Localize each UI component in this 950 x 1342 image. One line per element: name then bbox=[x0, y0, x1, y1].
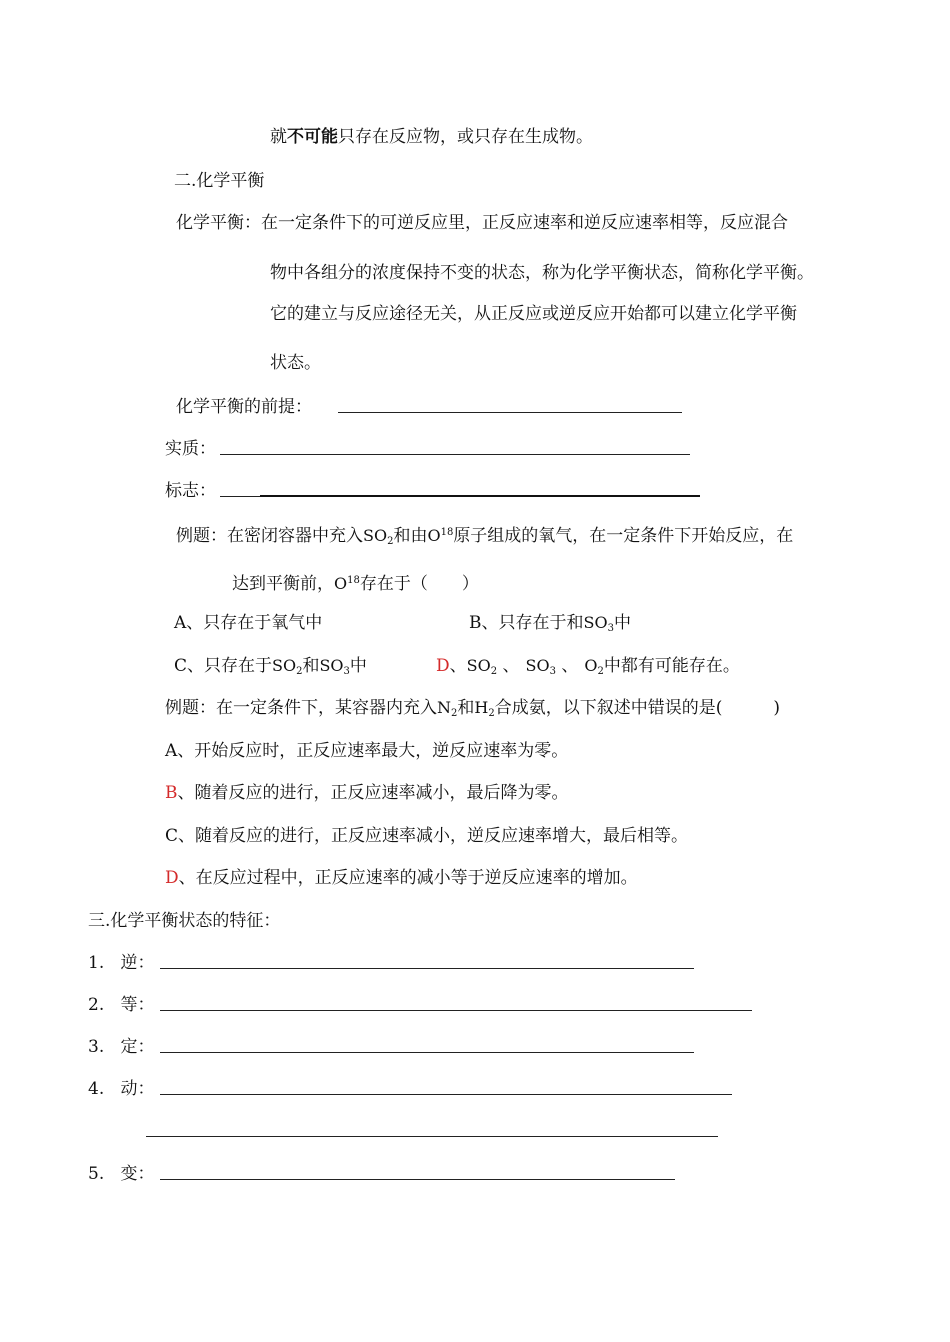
feature-item-4 bbox=[88, 1078, 154, 1100]
superscript: 18 bbox=[347, 575, 360, 586]
subscript: 3 bbox=[549, 666, 556, 677]
example-1-option-b bbox=[469, 612, 631, 640]
example-2-option-c: C、随着反应的进行，正反应速率减小，逆反应速率增大，最后相等。 bbox=[165, 826, 689, 846]
item-number: 5. bbox=[88, 1164, 105, 1184]
subscript: 3 bbox=[607, 623, 614, 634]
example-1-option-c bbox=[174, 655, 367, 683]
formula-h: H bbox=[474, 698, 489, 717]
subscript: 2 bbox=[451, 708, 458, 719]
definition-line-2: 物中各组分的浓度保持不变的状态，称为化学平衡状态，简称化学平衡。 bbox=[270, 263, 814, 283]
feature-item-5 bbox=[88, 1163, 154, 1185]
text-fragment: 和 bbox=[457, 698, 475, 718]
answer-letter: B bbox=[165, 783, 178, 803]
text-fragment: 例题：在密闭容器中充入 bbox=[176, 526, 363, 546]
formula-n: N bbox=[437, 698, 451, 717]
item-label: 变： bbox=[120, 1164, 155, 1184]
example-1-line-1 bbox=[176, 522, 793, 553]
subscript: 2 bbox=[597, 666, 604, 677]
premise-label: 化学平衡的前提： bbox=[176, 397, 312, 417]
example-1-option-d bbox=[436, 655, 740, 683]
definition-label: 化学平衡： bbox=[176, 213, 261, 233]
feature-blank-5[interactable] bbox=[160, 1163, 675, 1180]
sign-label: 标志： bbox=[165, 481, 216, 501]
item-number: 4. bbox=[88, 1079, 105, 1099]
text-fragment: 只存在反应物，或只存在生成物。 bbox=[338, 127, 593, 147]
formula-so: SO bbox=[525, 656, 550, 675]
feature-blank-2[interactable] bbox=[160, 994, 752, 1011]
subscript: 2 bbox=[490, 666, 498, 677]
text-fragment: C、只存在于 bbox=[174, 656, 273, 676]
text-fragment: 、随着反应的进行，正反应速率减小，最后降为零。 bbox=[177, 783, 569, 803]
sign-blank-a[interactable] bbox=[220, 480, 260, 497]
premise-row bbox=[176, 396, 312, 418]
text-fragment: 中 bbox=[349, 656, 367, 676]
example-2-option-a: A、开始反应时，正反应速率最大，逆反应速率为零。 bbox=[165, 741, 569, 761]
feature-blank-4b[interactable] bbox=[146, 1120, 718, 1137]
example-1-line-2 bbox=[232, 570, 479, 595]
text-fragment: 原子组成的氧气，在一定条件下开始反应，在 bbox=[453, 526, 794, 546]
text-fragment: 合成氨，以下叙述中错误的是( ) bbox=[494, 698, 780, 718]
formula-o: O bbox=[427, 526, 441, 545]
feature-blank-1[interactable] bbox=[160, 952, 694, 969]
text-fragment: 、 bbox=[555, 656, 579, 676]
item-label: 定： bbox=[120, 1037, 155, 1057]
essence-blank[interactable] bbox=[220, 438, 690, 455]
formula-o: O bbox=[334, 574, 348, 593]
superscript: 18 bbox=[440, 527, 454, 538]
example-2-option-d bbox=[165, 867, 638, 889]
continuation-line bbox=[270, 126, 593, 148]
example-2-option-b bbox=[165, 782, 569, 804]
text-fragment: 中 bbox=[613, 613, 631, 633]
text-fragment: 、 bbox=[449, 656, 467, 676]
definition-line-4: 状态。 bbox=[270, 353, 321, 373]
subscript: 3 bbox=[343, 666, 350, 677]
feature-item-2 bbox=[88, 994, 154, 1016]
subscript: 2 bbox=[296, 666, 303, 677]
item-number: 1. bbox=[88, 953, 105, 973]
text-fragment: 、 bbox=[497, 656, 520, 676]
text-fragment: 中都有可能存在。 bbox=[603, 656, 740, 676]
formula-so: SO bbox=[583, 613, 608, 632]
emphasis-text: 不可能 bbox=[287, 127, 338, 147]
item-number: 3. bbox=[88, 1037, 105, 1057]
text-fragment: 和由 bbox=[393, 526, 428, 546]
answer-letter: D bbox=[165, 868, 179, 888]
text-fragment: 达到平衡前， bbox=[232, 574, 334, 594]
answer-letter: D bbox=[436, 656, 450, 676]
premise-blank[interactable] bbox=[338, 396, 682, 413]
feature-blank-3[interactable] bbox=[160, 1036, 694, 1053]
formula-so: SO bbox=[363, 526, 388, 545]
item-number: 2. bbox=[88, 995, 105, 1015]
text-fragment: 和 bbox=[302, 656, 320, 676]
section-heading-3: 三.化学平衡状态的特征： bbox=[88, 911, 281, 931]
text-fragment: 存在于（ ） bbox=[359, 574, 479, 594]
formula-so: SO bbox=[319, 656, 344, 675]
essence-row bbox=[165, 438, 216, 460]
text-fragment: B、只存在于和 bbox=[469, 613, 584, 633]
text-fragment: 就 bbox=[270, 127, 287, 147]
example-2-question bbox=[165, 697, 780, 725]
text-fragment: 例题：在一定条件下，某容器内充入 bbox=[165, 698, 437, 718]
section-heading-2: 二.化学平衡 bbox=[174, 171, 265, 191]
essence-label: 实质： bbox=[165, 439, 216, 459]
example-1-option-a: A、只存在于氧气中 bbox=[174, 613, 323, 633]
formula-o: O bbox=[584, 656, 598, 675]
subscript: 2 bbox=[488, 708, 495, 719]
item-label: 逆： bbox=[120, 953, 155, 973]
item-label: 等： bbox=[120, 995, 155, 1015]
formula-so: SO bbox=[466, 656, 491, 675]
feature-blank-4[interactable] bbox=[160, 1078, 732, 1095]
definition-line-1 bbox=[176, 212, 788, 234]
text-fragment: 、在反应过程中，正反应速率的减小等于逆反应速率的增加。 bbox=[178, 868, 638, 888]
definition-text: 在一定条件下的可逆反应里，正反应速率和逆反应速率相等，反应混合 bbox=[261, 213, 788, 233]
sign-row bbox=[165, 480, 216, 502]
feature-item-1 bbox=[88, 952, 154, 974]
definition-line-3: 它的建立与反应途径无关，从正反应或逆反应开始都可以建立化学平衡 bbox=[270, 304, 797, 324]
formula-so: SO bbox=[272, 656, 297, 675]
feature-item-3 bbox=[88, 1036, 154, 1058]
item-label: 动： bbox=[120, 1079, 155, 1099]
subscript: 2 bbox=[387, 536, 394, 547]
sign-blank-b[interactable] bbox=[260, 479, 700, 497]
